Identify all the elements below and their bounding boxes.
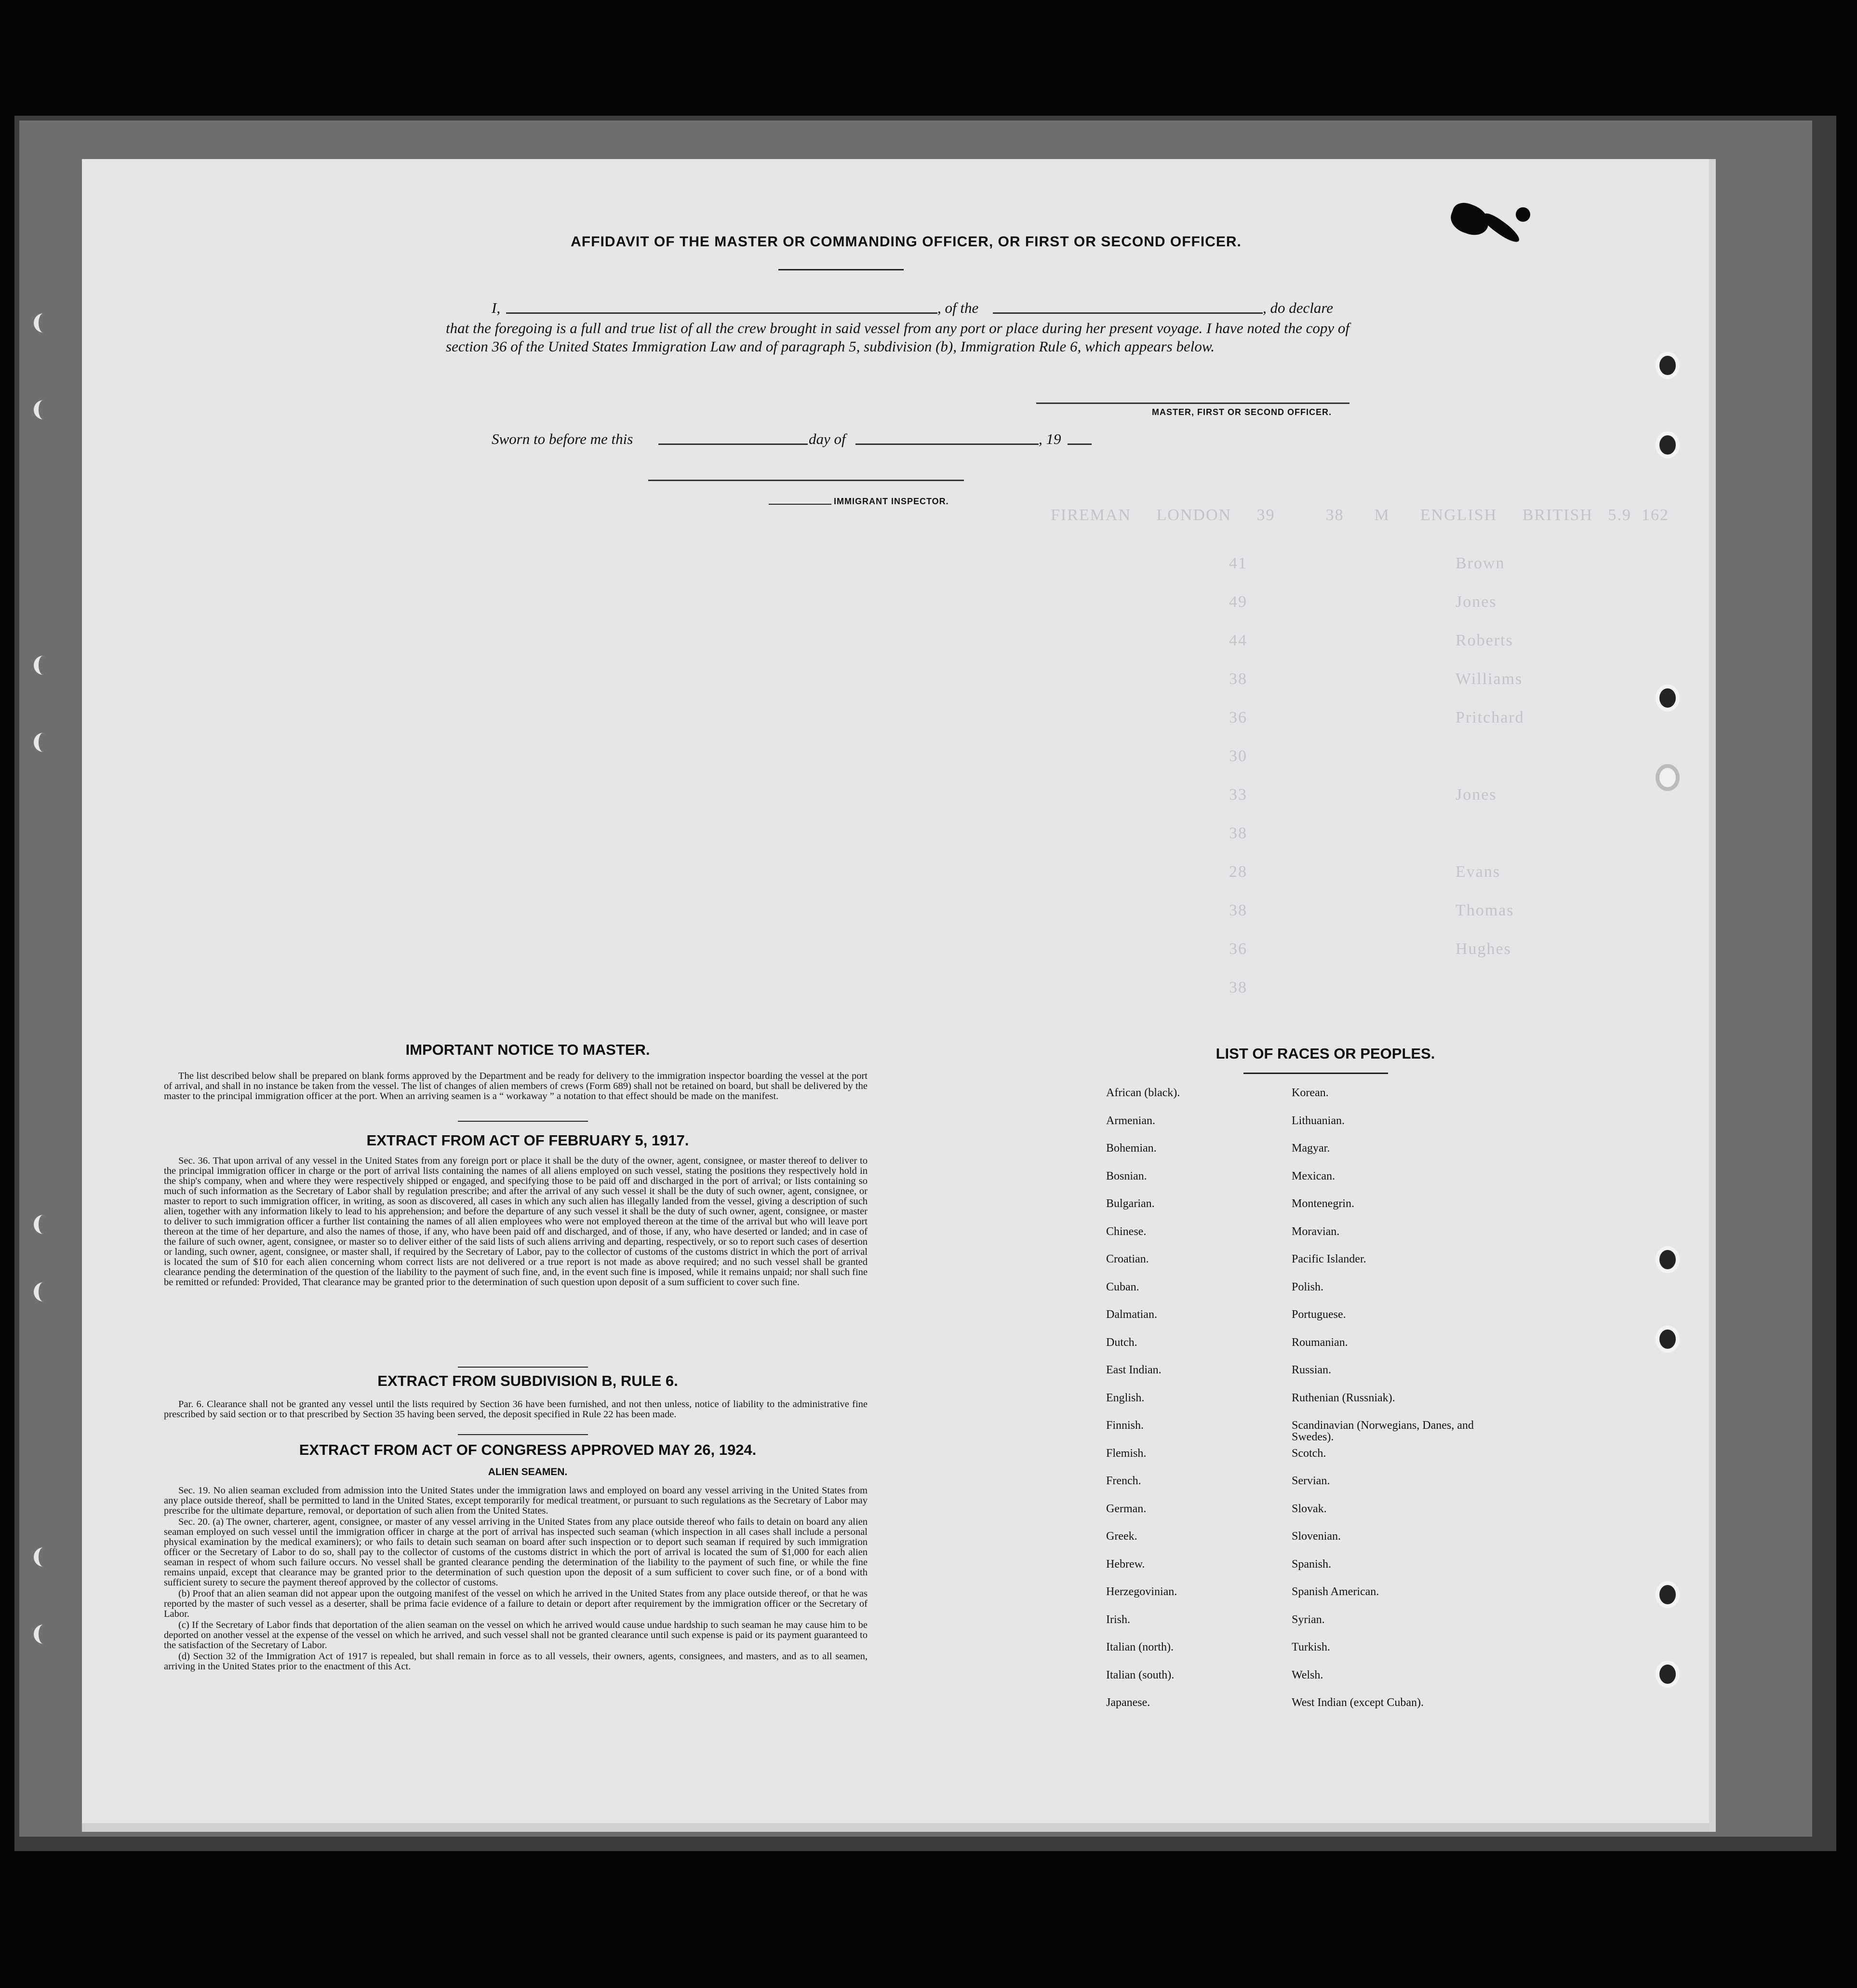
extract-1924-subtitle: ALIEN SEAMEN.: [488, 1466, 568, 1478]
race-item: East Indian.: [1106, 1364, 1162, 1376]
race-item: Ruthenian (Russniak).: [1292, 1391, 1395, 1404]
master-label: MASTER, FIRST OR SECOND OFFICER.: [1152, 407, 1332, 417]
race-item: Herzegovinian.: [1106, 1585, 1177, 1598]
affidavit-declaration: that the foregoing is a full and true list of all the crew brought in said vessel from any port or place during her present voyage. I have noted the copy of section 36 of the United States Immigration Law and of paragraph 5, subdivision (b), Immigration Rule 6, which appears below.: [446, 320, 1349, 355]
race-item: Servian.: [1292, 1475, 1330, 1487]
race-item: African (black).: [1106, 1087, 1180, 1099]
race-item: French.: [1106, 1475, 1141, 1487]
race-item: Armenian.: [1106, 1114, 1155, 1127]
extract-1924-text: [164, 1486, 868, 1673]
vessel-blank[interactable]: [993, 312, 1263, 314]
race-item: Greek.: [1106, 1530, 1137, 1543]
sworn-label: Sworn to before me this: [492, 430, 633, 447]
race-item: Lithuanian.: [1292, 1114, 1345, 1127]
extract-1924-title: EXTRACT FROM ACT OF CONGRESS APPROVED MAY 26, 1924.: [299, 1441, 757, 1458]
affidavit-title: AFFIDAVIT OF THE MASTER OR COMMANDING OFFICER, OR FIRST OR SECOND OFFICER.: [571, 234, 1242, 250]
affidavit-of-the: , of the: [937, 299, 979, 316]
extract-1924-paragraph: (c) If the Secretary of Labor finds that deportation of the alien seaman on the vessel on which he arrived would cause undue hardship to such seaman he may cause him to be deported on another vessel at the expense of the vessel on which he arrived, and such vessel shall not be granted clearance until such expense is paid or its payment guaranteed to the satisfaction of the Secretary of Labor.: [164, 1620, 868, 1651]
extract-1924-paragraph: (b) Proof that an alien seaman did not appear upon the outgoing manifest of the vessel on which he arrived in the United States from any place outside thereof, or that he was reported by the master of such vessel as a deserter, shall be prima facie evidence of a failure to detain or deport after requirement by the immigration officer or the Secretary of Labor.: [164, 1588, 868, 1619]
races-list-left: [1106, 1087, 1280, 1725]
race-item: Pacific Islander.: [1292, 1253, 1366, 1265]
race-item: Chinese.: [1106, 1225, 1147, 1238]
race-item: Bosnian.: [1106, 1169, 1147, 1182]
race-item: Dalmatian.: [1106, 1308, 1157, 1321]
year-prefix: , 19: [1039, 430, 1061, 447]
race-item: Welsh.: [1292, 1668, 1323, 1681]
name-blank[interactable]: [506, 312, 937, 314]
race-item: Scotch.: [1292, 1447, 1326, 1460]
race-item: Italian (north).: [1106, 1641, 1174, 1653]
races-title: LIST OF RACES OR PEOPLES.: [1216, 1045, 1435, 1062]
race-item: Moravian.: [1292, 1225, 1340, 1238]
race-item: Italian (south).: [1106, 1668, 1175, 1681]
race-item: Croatian.: [1106, 1253, 1149, 1265]
sworn-day-blank[interactable]: [658, 443, 808, 445]
page-right-edge: [1709, 159, 1716, 1832]
race-item: Polish.: [1292, 1280, 1324, 1293]
race-item: Syrian.: [1292, 1613, 1325, 1626]
race-item: Finnish.: [1106, 1419, 1144, 1432]
master-signature-line[interactable]: [1036, 403, 1349, 404]
race-item: Roumanian.: [1292, 1336, 1348, 1349]
inspector-label: IMMIGRANT INSPECTOR.: [834, 497, 949, 506]
sworn-year-blank[interactable]: [1068, 443, 1092, 445]
race-item: Japanese.: [1106, 1696, 1150, 1709]
race-item: English.: [1106, 1391, 1145, 1404]
extract-1917-text: [164, 1156, 868, 1289]
extract-rule6-paragraph: Par. 6. Clearance shall not be granted any vessel until the lists required by Section 36 have been furnished, and not then unless, notice of liability to the administrative fine prescribed by said section or to that prescribed by Section 35 having been served, the deposit specified in Rule 22 has been made.: [164, 1399, 868, 1420]
affidavit-title-rule: [778, 269, 904, 270]
extract-rule6-text: [164, 1399, 868, 1421]
race-item: Mexican.: [1292, 1169, 1335, 1182]
document-page: FIREMAN LONDON 39 38 M ENGLISH BRITISH 5.9 162 41 49 44 38 36 30 33 38 28 38 36 38 Brown Jones Roberts Williams Pritchard Jones Evans Thomas Hughes AFFIDAVIT OF THE MASTER OR COMMANDING OFFICER, OR FIRST OR SECOND OFFICER. I, , of the , do declare that the foregoing is a full and true list of all the crew brought in said vessel from any port or place during her present voyage. I have noted the copy of section 36 of the United States Immigration Law and of paragraph 5, subdivision (b), Immigration Rule 6, which appears below. MASTER, FIRST OR SECOND OFFICER. Sworn to before me this day of , 19 IMMIGRANT INSPECTOR. IMPORTANT NOTICE TO MASTER. The list described below shall be prepared on blank forms approved by the Department and be ready for delivery to the immigration inspector boarding the vessel at the port of arrival, and shall in no instance be taken from the vessel. The list of changes of alien members of crews (Form 689) shall not be retained on board, but shall be delivered by the master to the principal immigration officer at the port. When an arriving seamen is a “ workaway ” a notation to that effect should be made on the manifest. EXTRACT FROM ACT OF FEBRUARY 5, 1917. Sec. 36. That upon arrival of any vessel in the United States from any foreign port or place it shall be the duty of the owner, agent, consignee, or master thereof to deliver to the principal immigration officer in charge or the port of arrival lists containing the names of all aliens employed on such vessel, stating the positions they respectively hold in the ship's company, when and where they were respectively shipped or engaged, and specifying those to be paid off and discharged in the port of arrival; or lists containing so much of such information as the Secretary of Labor shall by regulation prescribe; and after the arrival of any such vessel it shall be the duty of such owner, agent, consignee, or master to report to such immigration officer, in writing, as soon as discovered, all cases in which any such alien has illegally landed from the vessel, giving a description of such alien, together with any information likely to lead to his apprehension; and before the departure of any such vessel it shall be the duty of such owner, agent, consignee, or master to deliver to such immigration officer a further list containing the names of all alien employees who were not employed thereon at the time of the arrival but who will leave port thereon at the time of her departure, and also the names of those, if any, who have been paid off and discharged, and of those, if any, who have deserted or landed; and in case of the failure of such owner, agent, consignee, or master so to deliver either of the said lists of such aliens arriving and departing, respectively, or so to report such cases of desertion or landing, such owner, agent, consignee, or master shall, if required by the Secretary of Labor, pay to the collector of customs of the customs district in which the port of arrival is located the sum of $10 for each alien concerning whom correct lists are not delivered or a true report is not made as above required; and no such vessel shall be granted clearance pending the determination of the question of the liability to the payment of such fine, and, in the event such fine is imposed, while it remains unpaid; nor shall such fine be remitted or refunded: Provided, That clearance may be granted prior to the determination of such question upon deposit of a sum sufficient to cover such fine. EXTRACT FROM SUBDIVISION B, RULE 6. Par. 6. Clearance shall not be granted any vessel until the lists required by Section 36 have been furnished, and not then unless, notice of liability to the administrative fine prescribed by said section or to that prescribed by Section 35 having been served, the deposit specified in Rule 22 has been made. EXTRACT FROM ACT OF CONGRESS APPROVED MAY 26, 1924. ALIEN SEAMEN. Sec. 19. No alien seaman excluded from admission into the United States under the immigration laws and employed on board any vessel arriving in the United States from any place outside thereof, shall be permitted to land in the United States, except temporarily for medical treatment, or pursuant to such regulations as the Secretary of Labor may prescribe for the ultimate departure, removal, or deportation of such alien from the United States. Sec. 20. (a) The owner, charterer, agent, consignee, or master of any vessel arriving in the United States from any place outside thereof who fails to detain on board any alien seaman employed on such vessel until the immigration officer in charge at the port of arrival has inspected such seaman (which inspection in all cases shall include a personal physical examination by the medical examiners); or who fails to detain such seaman on board after such inspection or to deport such seaman if required by such immigration officer or the Secretary of Labor to do so, shall pay to the collector of customs of the customs district in which the port of arrival is located the sum of $1,000 for each alien seaman in respect of whom such failure occurs. No vessel shall be granted clearance pending the determination of the liability to the payment of such fine, or while the fine remains unpaid, except that clearance may be granted prior to the determination of such question upon the deposit of a sum sufficient to cover such fine, or of a bond with sufficient surety to secure the payment thereof approved by the collector of customs. (b) Proof that an alien seaman did not appear upon the outgoing manifest of the vessel on which he arrived in the United States from any place outside thereof, or that he was reported by the master of such vessel as a deserter, shall be prima facie evidence of a failure to detain or deport after requirement by the immigration officer or the Secretary of Labor. (c) If the Secretary of Labor finds that deportation of the alien seaman on the vessel on which he arrived would cause undue hardship to such seaman he may cause him to be deported on another vessel at the expense of the vessel on which he arrived, and such vessel shall not be granted clearance until such expense is paid or its payment guaranteed to the satisfaction of the Secretary of Labor. (d) Section 32 of the Immigration Act of 1917 is repealed, but shall remain in force as to all vessels, their owners, agents, consignees, and masters, and as to all seamen, arriving in the United States prior to the enactment of this Act. LIST OF RACES OR PEOPLES. African (black). Armenian. Bohemian. Bosnian. Bulgarian. Chinese. Croatian. Cuban. Dalmatian. Dutch. East Indian. English. Finnish. Flemish. French. German. Greek. Hebrew. Herzegovinian. Irish. Italian (north). Italian (south). Japanese. Korean. Lithuanian. Magyar. Mexican. Montenegrin. Moravian. Pacific Islander. Polish. Portuguese. Roumanian. Russian. Ruthenian (Russniak). Scandinavian (Norwegians, Danes, and Swedes). Scotch. Servian. Slovak. Slovenian. Spanish. Spanish American. Syrian. Turkish. Welsh. West Indian (except Cuban).: [82, 159, 1716, 1832]
notice-title: IMPORTANT NOTICE TO MASTER.: [405, 1041, 650, 1058]
race-item: Flemish.: [1106, 1447, 1147, 1460]
race-item: Turkish.: [1292, 1641, 1330, 1653]
day-of-label: day of: [809, 430, 846, 447]
race-item: Slovenian.: [1292, 1530, 1341, 1543]
race-item: Korean.: [1292, 1087, 1329, 1099]
extract-rule6-rule: [458, 1434, 588, 1435]
affidavit-i: I,: [492, 299, 501, 316]
race-item: Portuguese.: [1292, 1308, 1346, 1321]
races-title-rule: [1243, 1073, 1388, 1074]
notice-text: [164, 1071, 868, 1102]
page-bottom-edge: [82, 1823, 1716, 1832]
notice-rule: [458, 1121, 588, 1122]
races-list-right: [1292, 1087, 1475, 1725]
inspector-short-rule: [769, 504, 831, 505]
sworn-month-blank[interactable]: [855, 443, 1039, 445]
inspector-signature-line[interactable]: [648, 480, 964, 481]
race-item: Bohemian.: [1106, 1142, 1157, 1155]
race-item: German.: [1106, 1502, 1147, 1515]
race-item: Russian.: [1292, 1364, 1332, 1376]
race-item: West Indian (except Cuban).: [1292, 1696, 1424, 1709]
extract-1924-paragraph: Sec. 19. No alien seaman excluded from admission into the United States under the immigration laws and employed on board any vessel arriving in the United States from any place outside thereof, shall be permitted to land in the United States, except temporarily for medical treatment, or pursuant to such regulations as the Secretary of Labor may prescribe for the ultimate departure, removal, or deportation of such alien from the United States.: [164, 1485, 868, 1516]
race-item: Montenegrin.: [1292, 1197, 1354, 1210]
notice-paragraph: The list described below shall be prepared on blank forms approved by the Department and be ready for delivery to the immigration inspector boarding the vessel at the port of arrival, and shall in no instance be taken from the vessel. The list of changes of alien members of crews (Form 689) shall not be retained on board, but shall be delivered by the master to the principal immigration officer at the port. When an arriving seamen is a “ workaway ” a notation to that effect should be made on the manifest.: [164, 1071, 868, 1101]
affidavit-do-declare: , do declare: [1263, 299, 1334, 316]
race-item: Irish.: [1106, 1613, 1130, 1626]
extract-1924-paragraph: (d) Section 32 of the Immigration Act of 1917 is repealed, but shall remain in force as to all vessels, their owners, agents, consignees, and masters, and as to all seamen, arriving in the United States prior to the enactment of this Act.: [164, 1651, 868, 1672]
race-item: Dutch.: [1106, 1336, 1137, 1349]
race-item: Scandinavian (Norwegians, Danes, and Swedes).: [1292, 1419, 1474, 1443]
extract-1917-title: EXTRACT FROM ACT OF FEBRUARY 5, 1917.: [366, 1132, 689, 1149]
race-item: Spanish American.: [1292, 1585, 1379, 1598]
extract-1917-paragraph: Sec. 36. That upon arrival of any vessel in the United States from any foreign port or place it shall be the duty of the owner, agent, consignee, or master thereof to deliver to the principal immigration officer in charge or the port of arrival lists containing the names of all aliens employed on such vessel, stating the positions they respectively hold in the ship's company, when and where they were respectively shipped or engaged, and specifying those to be paid off and discharged in the port of arrival; or lists containing so much of such information as the Secretary of Labor shall by regulation prescribe; and after the arrival of any such vessel it shall be the duty of such owner, agent, consignee, or master to report to such immigration officer, in writing, as soon as discovered, all cases in which any such alien has illegally landed from the vessel, giving a description of such alien, together with any information likely to lead to his apprehension; and before the departure of any such vessel it shall be the duty of such owner, agent, consignee, or master to deliver to such immigration officer a further list containing the names of all alien employees who were not employed thereon at the time of the arrival but who will leave port thereon at the time of her departure, and also the names of those, if any, who have been paid off and discharged, and of those, if any, who have deserted or landed; and in case of the failure of such owner, agent, consignee, or master so to deliver either of the said lists of such aliens arriving and departing, respectively, or so to report such cases of desertion or landing, such owner, agent, consignee, or master shall, if required by the Secretary of Labor, pay to the collector of customs of the customs district in which the port of arrival is located the sum of $10 for each alien concerning whom correct lists are not delivered or a true report is not made as above required; and no such vessel shall be granted clearance pending the determination of the question of the liability to the payment of such fine, and, in the event such fine is imposed, while it remains unpaid; nor shall such fine be remitted or refunded: Provided, That clearance may be granted prior to the determination of such question upon deposit of a sum sufficient to cover such fine.: [164, 1155, 868, 1288]
race-item: Spanish.: [1292, 1558, 1332, 1571]
race-item: Hebrew.: [1106, 1558, 1145, 1571]
extract-1917-rule: [458, 1367, 588, 1368]
race-item: Bulgarian.: [1106, 1197, 1155, 1210]
extract-rule6-title: EXTRACT FROM SUBDIVISION B, RULE 6.: [377, 1372, 678, 1389]
race-item: Cuban.: [1106, 1280, 1139, 1293]
race-item: Slovak.: [1292, 1502, 1327, 1515]
extract-1924-paragraph: Sec. 20. (a) The owner, charterer, agent, consignee, or master of any vessel arriving in the United States from any place outside thereof who fails to detain on board any alien seaman employed on such vessel until the immigration officer in charge at the port of arrival has inspected such seaman (which inspection in all cases shall include a personal physical examination by the medical examiners); or who fails to detain such seaman on board after such inspection or to deport such seaman if required by such immigration officer or the Secretary of Labor to do so, shall pay to the collector of customs of the customs district in which the port of arrival is located the sum of $1,000 for each alien seaman in respect of whom such failure occurs. No vessel shall be granted clearance pending the determination of the liability to the payment of such fine, or while the fine remains unpaid, except that clearance may be granted prior to the determination of such question upon the deposit of a sum sufficient to cover such fine, or of a bond with sufficient surety to secure the payment thereof approved by the collector of customs.: [164, 1517, 868, 1588]
race-item: Magyar.: [1292, 1142, 1330, 1155]
